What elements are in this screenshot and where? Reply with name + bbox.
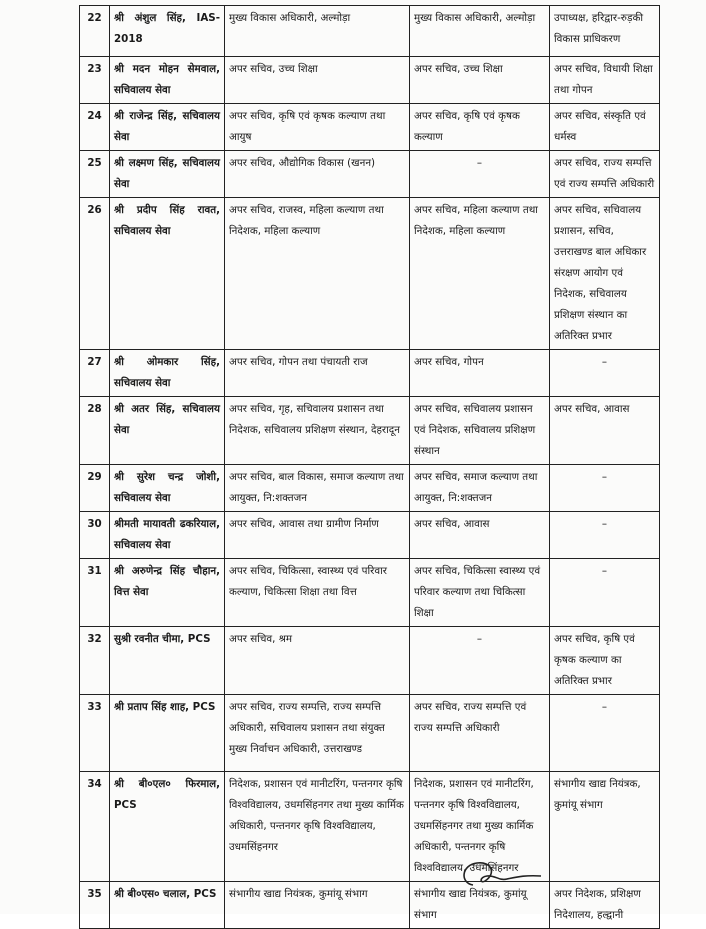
cell-additional: –	[550, 695, 660, 772]
cell-name: श्री राजेन्द्र सिंह, सचिवालय सेवा	[110, 104, 225, 151]
signature-mark	[455, 855, 545, 895]
cell-current: अपर सचिव, कृषि एवं कृषक कल्याण तथा आयुष	[225, 104, 410, 151]
cell-name: श्री अतर सिंह, सचिवालय सेवा	[110, 397, 225, 465]
cell-retained: अपर सचिव, गोपन	[410, 350, 550, 397]
cell-retained: अपर सचिव, उच्च शिक्षा	[410, 57, 550, 104]
cell-retained: अपर सचिव, महिला कल्याण तथा निदेशक, महिला कल्याण	[410, 198, 550, 350]
cell-current: अपर सचिव, चिकित्सा, स्वास्थ्य एवं परिवार कल्याण, चिकित्सा शिक्षा तथा वित्त	[225, 559, 410, 627]
cell-additional: अपर निदेशक, प्रशिक्षण निदेशालय, हल्द्वानी	[550, 882, 660, 929]
table-row	[80, 559, 660, 627]
cell-sno: 25	[80, 151, 110, 198]
cell-name: श्री बी०एस० चलाल, PCS	[110, 882, 225, 929]
table-row	[80, 882, 660, 929]
cell-additional: –	[550, 512, 660, 559]
cell-retained: अपर सचिव, सचिवालय प्रशासन एवं निदेशक, सचिवालय प्रशिक्षण संस्थान	[410, 397, 550, 465]
cell-current: अपर सचिव, श्रम	[225, 627, 410, 695]
cell-retained: अपर सचिव, आवास	[410, 512, 550, 559]
table-row	[80, 104, 660, 151]
cell-name: श्री प्रताप सिंह शाह, PCS	[110, 695, 225, 772]
cell-name: श्री अरुणेन्द्र सिंह चौहान, वित्त सेवा	[110, 559, 225, 627]
cell-additional: –	[550, 465, 660, 512]
cell-retained: –	[410, 627, 550, 695]
cell-sno: 29	[80, 465, 110, 512]
cell-current: निदेशक, प्रशासन एवं मानीटरिंग, पन्तनगर कृषि विश्वविद्यालय, उधमसिंहनगर तथा मुख्य कार्मिक अधिकारी, पन्तनगर कृषि विश्वविद्यालय, उधमसिंहनगर	[225, 772, 410, 882]
cell-retained: अपर सचिव, कृषि एवं कृषक कल्याण	[410, 104, 550, 151]
table-row	[80, 6, 660, 57]
cell-name: श्री बी०एल० फिरमाल, PCS	[110, 772, 225, 882]
cell-retained: –	[410, 151, 550, 198]
cell-additional: उपाध्यक्ष, हरिद्वार-रुड़की विकास प्राधिकरण	[550, 6, 660, 57]
cell-name: श्रीमती मायावती ढकरियाल, सचिवालय सेवा	[110, 512, 225, 559]
table-row	[80, 397, 660, 465]
cell-retained: मुख्य विकास अधिकारी, अल्मोड़ा	[410, 6, 550, 57]
cell-sno: 32	[80, 627, 110, 695]
cell-current: अपर सचिव, बाल विकास, समाज कल्याण तथा आयुक्त, नि:शक्तजन	[225, 465, 410, 512]
transfer-order-table	[79, 5, 660, 929]
table-row	[80, 198, 660, 350]
cell-current: अपर सचिव, औद्योगिक विकास (खनन)	[225, 151, 410, 198]
cell-current: अपर सचिव, उच्च शिक्षा	[225, 57, 410, 104]
cell-name: श्री सुरेश चन्द्र जोशी, सचिवालय सेवा	[110, 465, 225, 512]
cell-additional: अपर सचिव, विधायी शिक्षा तथा गोपन	[550, 57, 660, 104]
cell-sno: 24	[80, 104, 110, 151]
table-row	[80, 465, 660, 512]
cell-sno: 22	[80, 6, 110, 57]
cell-sno: 23	[80, 57, 110, 104]
cell-current: मुख्य विकास अधिकारी, अल्मोड़ा	[225, 6, 410, 57]
cell-name: श्री ओमकार सिंह, सचिवालय सेवा	[110, 350, 225, 397]
cell-additional: –	[550, 350, 660, 397]
cell-current: अपर सचिव, राजस्व, महिला कल्याण तथा निदेशक, महिला कल्याण	[225, 198, 410, 350]
cell-additional: –	[550, 559, 660, 627]
table-row	[80, 57, 660, 104]
cell-sno: 27	[80, 350, 110, 397]
cell-current: अपर सचिव, आवास तथा ग्रामीण निर्माण	[225, 512, 410, 559]
cell-name: सुश्री रवनीत चीमा, PCS	[110, 627, 225, 695]
cell-additional: अपर सचिव, आवास	[550, 397, 660, 465]
table-row	[80, 512, 660, 559]
cell-retained: अपर सचिव, चिकित्सा स्वास्थ्य एवं परिवार कल्याण तथा चिकित्सा शिक्षा	[410, 559, 550, 627]
cell-sno: 33	[80, 695, 110, 772]
table-row	[80, 772, 660, 882]
cell-sno: 30	[80, 512, 110, 559]
cell-current: अपर सचिव, गृह, सचिवालय प्रशासन तथा निदेशक, सचिवालय प्रशिक्षण संस्थान, देहरादून	[225, 397, 410, 465]
table-row	[80, 151, 660, 198]
cell-retained: अपर सचिव, राज्य सम्पत्ति एवं राज्य सम्पत्ति अधिकारी	[410, 695, 550, 772]
cell-additional: अपर सचिव, कृषि एवं कृषक कल्याण का अतिरिक्त प्रभार	[550, 627, 660, 695]
cell-sno: 35	[80, 882, 110, 929]
cell-name: श्री प्रदीप सिंह रावत, सचिवालय सेवा	[110, 198, 225, 350]
table-row	[80, 695, 660, 772]
cell-additional: अपर सचिव, सचिवालय प्रशासन, सचिव, उत्तराखण्ड बाल अधिकार संरक्षण आयोग एवं निदेशक, सचिवालय प्रशिक्षण संस्थान का अतिरिक्त प्रभार	[550, 198, 660, 350]
cell-sno: 26	[80, 198, 110, 350]
cell-name: श्री अंशुल सिंह, IAS-2018	[110, 6, 225, 57]
table-row	[80, 627, 660, 695]
table-body	[80, 6, 660, 929]
cell-retained: संभागीय खाद्य नियंत्रक, कुमांयू संभाग	[410, 882, 550, 929]
cell-retained: अपर सचिव, समाज कल्याण तथा आयुक्त, नि:शक्तजन	[410, 465, 550, 512]
cell-sno: 28	[80, 397, 110, 465]
cell-additional: संभागीय खाद्य नियंत्रक, कुमांयू संभाग	[550, 772, 660, 882]
cell-additional: अपर सचिव, संस्कृति एवं धर्मस्व	[550, 104, 660, 151]
cell-sno: 34	[80, 772, 110, 882]
table-row	[80, 350, 660, 397]
cell-current: संभागीय खाद्य नियंत्रक, कुमांयू संभाग	[225, 882, 410, 929]
cell-current: अपर सचिव, राज्य सम्पत्ति, राज्य सम्पत्ति अधिकारी, सचिवालय प्रशासन तथा संयुक्त मुख्य निर्वाचन अधिकारी, उत्तराखण्ड	[225, 695, 410, 772]
cell-current: अपर सचिव, गोपन तथा पंचायती राज	[225, 350, 410, 397]
cell-name: श्री लक्ष्मण सिंह, सचिवालय सेवा	[110, 151, 225, 198]
cell-sno: 31	[80, 559, 110, 627]
cell-additional: अपर सचिव, राज्य सम्पत्ति एवं राज्य सम्पत्ति अधिकारी	[550, 151, 660, 198]
cell-name: श्री मदन मोहन सेमवाल, सचिवालय सेवा	[110, 57, 225, 104]
cell-retained: निदेशक, प्रशासन एवं मानीटरिंग, पन्तनगर कृषि विश्वविद्यालय, उधमसिंहनगर तथा मुख्य कार्मिक अधिकारी, पन्तनगर कृषि विश्वविद्यालय, उधमसिंहनगर	[410, 772, 550, 882]
